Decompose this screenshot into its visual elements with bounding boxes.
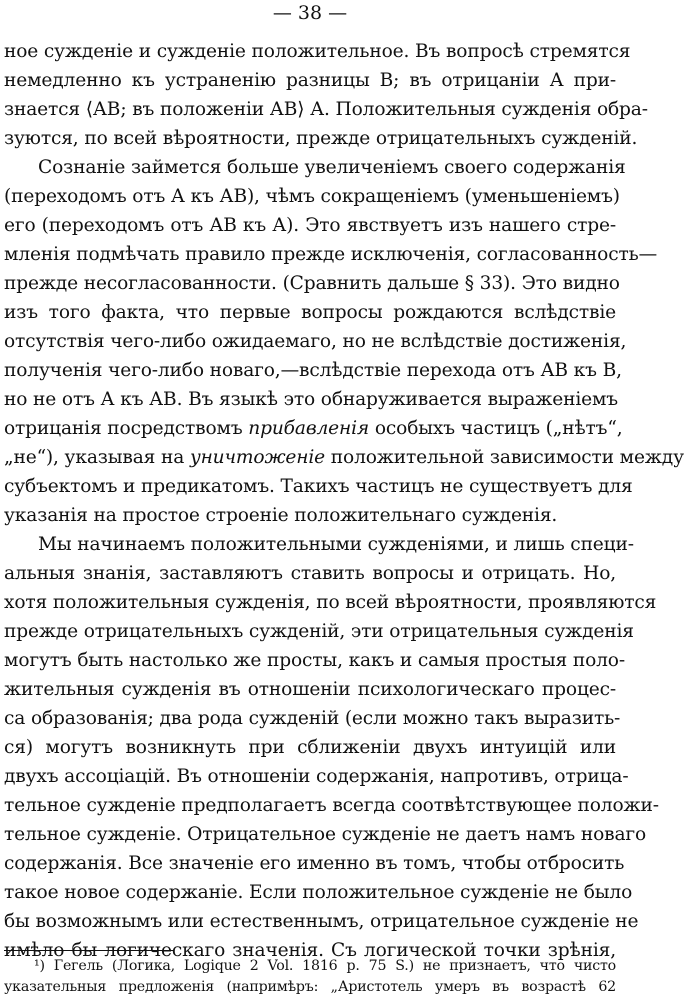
footnote-line: ¹) Гегель (Логика, Logique 2 Vol. 1816 p. 75 S.) не признаетъ, что чисто xyxy=(34,958,616,974)
text-line: полученія чего-либо новаго,—вслѣдствіе перехода отъ АВ къ В, xyxy=(4,360,622,381)
text-span: отрицанія посредствомъ xyxy=(4,418,249,439)
text-line: имѣло бы логическаго значенія. Съ логической точки зрѣнія, xyxy=(4,940,616,961)
text-line: са образованія; два рода сужденій (если можно такъ выразить- xyxy=(4,708,621,729)
text-line: Мы начинаемъ положительными сужденіями, и лишь специ- xyxy=(38,534,634,555)
footnote-divider xyxy=(4,950,174,951)
page-number: — 38 — xyxy=(272,2,348,24)
text-line: указанія на простое строеніе положительнаго сужденія. xyxy=(4,505,558,526)
text-line: альныя знанія, заставляютъ ставить вопросы и отрицать. Но, xyxy=(4,563,616,584)
text-line: тельное сужденіе. Отрицательное сужденіе не даетъ намъ новаго xyxy=(4,824,647,845)
text-line: хотя положительныя сужденія, по всей вѣроятности, проявляются xyxy=(4,592,657,613)
text-line: содержанія. Все значеніе его именно въ томъ, чтобы отбросить xyxy=(4,853,625,874)
text-span: „не“), указывая на xyxy=(4,447,190,468)
text-line: мленія подмѣчать правило прежде исключенія, согласованность— xyxy=(4,244,658,265)
text-line: знается ⟨АВ; въ положеніи АВ⟩ А. Положительныя сужденія обра- xyxy=(4,99,648,120)
text-line: такое новое содержаніе. Если положительное сужденіе не было xyxy=(4,882,633,903)
text-line: отсутствія чего-либо ожидаемаго, но не вслѣдствіе достиженія, xyxy=(4,331,627,352)
text-line: но не отъ А къ АВ. Въ языкѣ это обнаруживается выраженіемъ xyxy=(4,389,618,410)
emphasis-text: уничтоженіе xyxy=(189,447,326,468)
text-line xyxy=(4,415,623,443)
text-span: положительной зависимости между xyxy=(325,447,684,468)
text-line: Сознаніе займется больше увеличеніемъ своего содержанія xyxy=(38,157,626,178)
text-line: (переходомъ отъ А къ АВ), чѣмъ сокращеніемъ (уменьшеніемъ) xyxy=(4,186,620,207)
text-line: бы возможнымъ или естественнымъ, отрицательное сужденіе не xyxy=(4,911,639,932)
text-line: прежде отрицательныхъ сужденій, эти отрицательныя сужденія xyxy=(4,621,634,642)
text-line: жительныя сужденія въ отношеніи психологическаго процес- xyxy=(4,679,616,700)
text-line xyxy=(4,444,684,472)
text-line: ся) могутъ возникнуть при сближеніи двухъ интуицій или xyxy=(4,737,616,758)
text-line: изъ того факта, что первые вопросы рождаются вслѣдствіе xyxy=(4,302,616,323)
footnote-line: указательныя предложенія (напримѣръ: „Аристотель умеръ въ возрастѣ 62 xyxy=(4,979,616,995)
text-line: немедленно къ устраненію разницы В; въ отрицаніи А при- xyxy=(4,70,616,91)
text-line: могутъ быть настолько же просты, какъ и самыя простыя поло- xyxy=(4,650,625,671)
text-line: зуются, по всей вѣроятности, прежде отрицательныхъ сужденій. xyxy=(4,128,638,149)
text-line: прежде несогласованности. (Сравнить дальше § 33). Это видно xyxy=(4,273,620,294)
text-line: субъектомъ и предикатомъ. Такихъ частицъ не существуетъ для xyxy=(4,476,633,497)
emphasis-text: прибавленія xyxy=(248,418,370,439)
text-line: тельное сужденіе предполагаетъ всегда соотвѣтствующее положи- xyxy=(4,795,659,816)
text-line: ное сужденіе и сужденіе положительное. Въ вопросѣ стремятся xyxy=(4,41,631,62)
text-line: двухъ ассоціацій. Въ отношеніи содержанія, напротивъ, отрица- xyxy=(4,766,629,787)
text-line: его (переходомъ отъ АВ къ А). Это явствуетъ изъ нашего стре- xyxy=(4,215,616,236)
text-span: особыхъ частицъ („нѣтъ“, xyxy=(369,418,623,439)
